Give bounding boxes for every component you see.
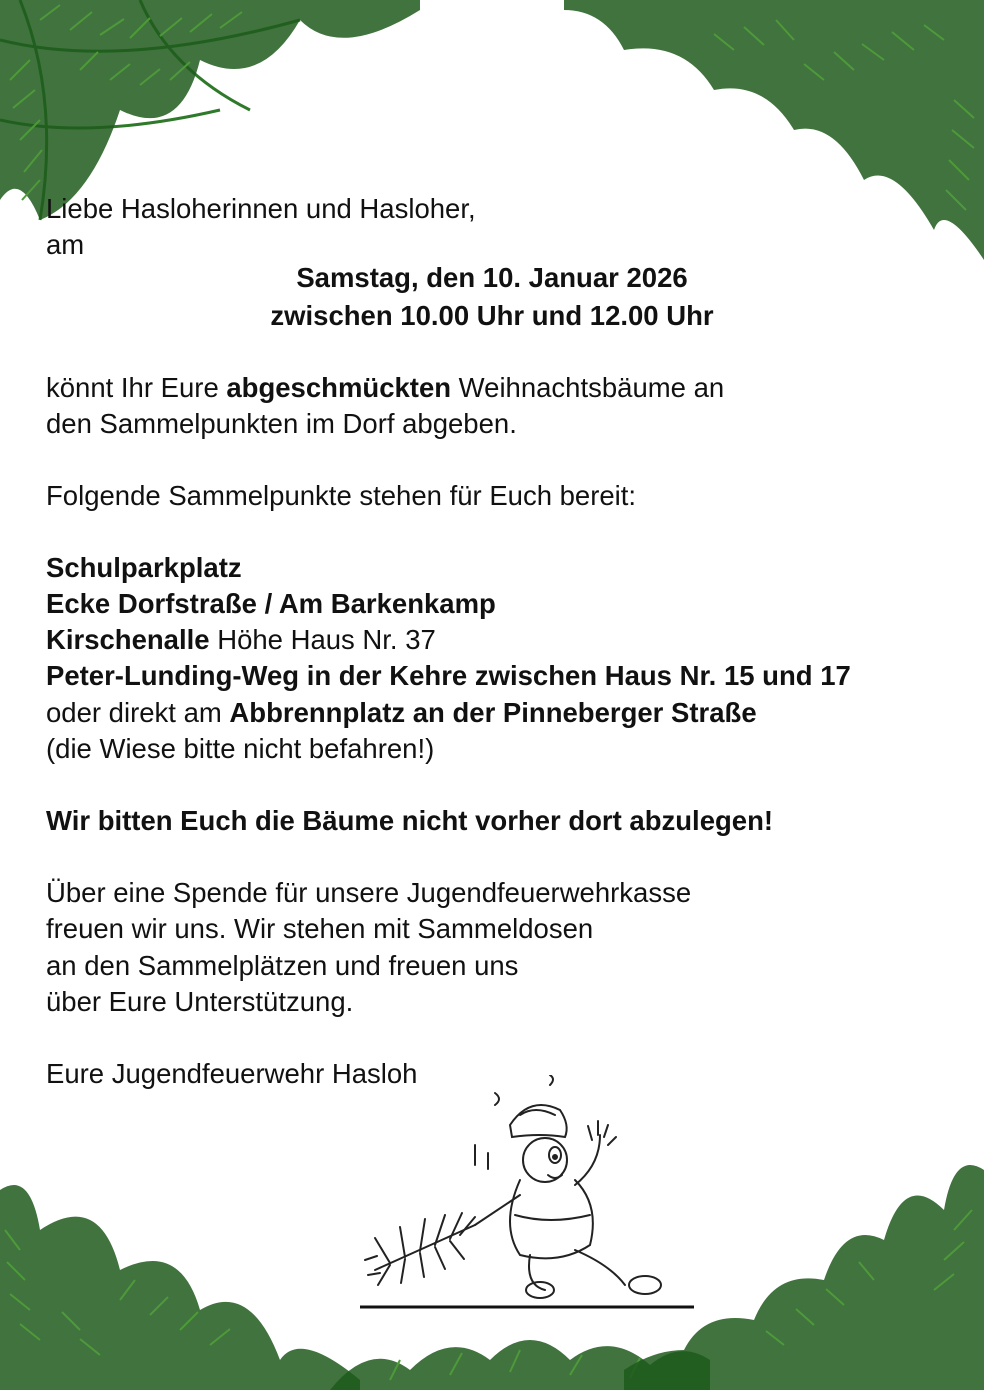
firefighter-dragging-tree-illustration: [360, 1075, 700, 1315]
collection-point-4: Peter-Lunding-Weg in der Kehre zwischen Haus Nr. 15 und 17: [46, 660, 851, 691]
fir-branches-top-right-image: [564, 0, 984, 270]
intro-text-1: könnt Ihr Eure: [46, 372, 227, 403]
meadow-note: (die Wiese bitte nicht befahren!): [46, 733, 435, 764]
am-line: am: [46, 229, 85, 260]
signature: Eure Jugendfeuerwehr Hasloh: [46, 1058, 418, 1089]
collection-point-1: Schulparkplatz: [46, 552, 242, 583]
collection-point-5-prefix: oder direkt am: [46, 697, 230, 728]
collection-point-3-name: Kirschenalle: [46, 624, 210, 655]
fir-branches-bottom-left-image: [0, 1130, 360, 1390]
collection-point-5: [46, 695, 757, 731]
intro-bold: abgeschmückten: [226, 372, 452, 403]
donation-line-2: freuen wir uns. Wir stehen mit Sammeldosen: [46, 913, 594, 944]
intro-line-2: den Sammelpunkten im Dorf abgeben.: [46, 408, 517, 439]
greeting: Liebe Hasloherinnen und Hasloher,: [46, 193, 476, 224]
collection-point-3: [46, 622, 436, 658]
collection-point-5-name: Abbrennplatz an der Pinneberger Straße: [229, 697, 757, 728]
warning-text: Wir bitten Euch die Bäume nicht vorher dort abzulegen!: [46, 805, 774, 836]
points-intro: Folgende Sammelpunkte stehen für Euch bereit:: [46, 480, 637, 511]
collection-point-3-detail: Höhe Haus Nr. 37: [209, 624, 436, 655]
intro-line-1: [46, 370, 724, 406]
collection-point-2: Ecke Dorfstraße / Am Barkenkamp: [46, 588, 496, 619]
donation-line-3: an den Sammelplätzen und freuen uns: [46, 950, 519, 981]
time-line: zwischen 10.00 Uhr und 12.00 Uhr: [270, 300, 714, 331]
donation-line-1: Über eine Spende für unsere Jugendfeuerwehrkasse: [46, 877, 692, 908]
intro-text-2: Weihnachtsbäume an: [451, 372, 725, 403]
donation-line-4: über Eure Unterstützung.: [46, 986, 354, 1017]
date-line: Samstag, den 10. Januar 2026: [296, 262, 688, 293]
